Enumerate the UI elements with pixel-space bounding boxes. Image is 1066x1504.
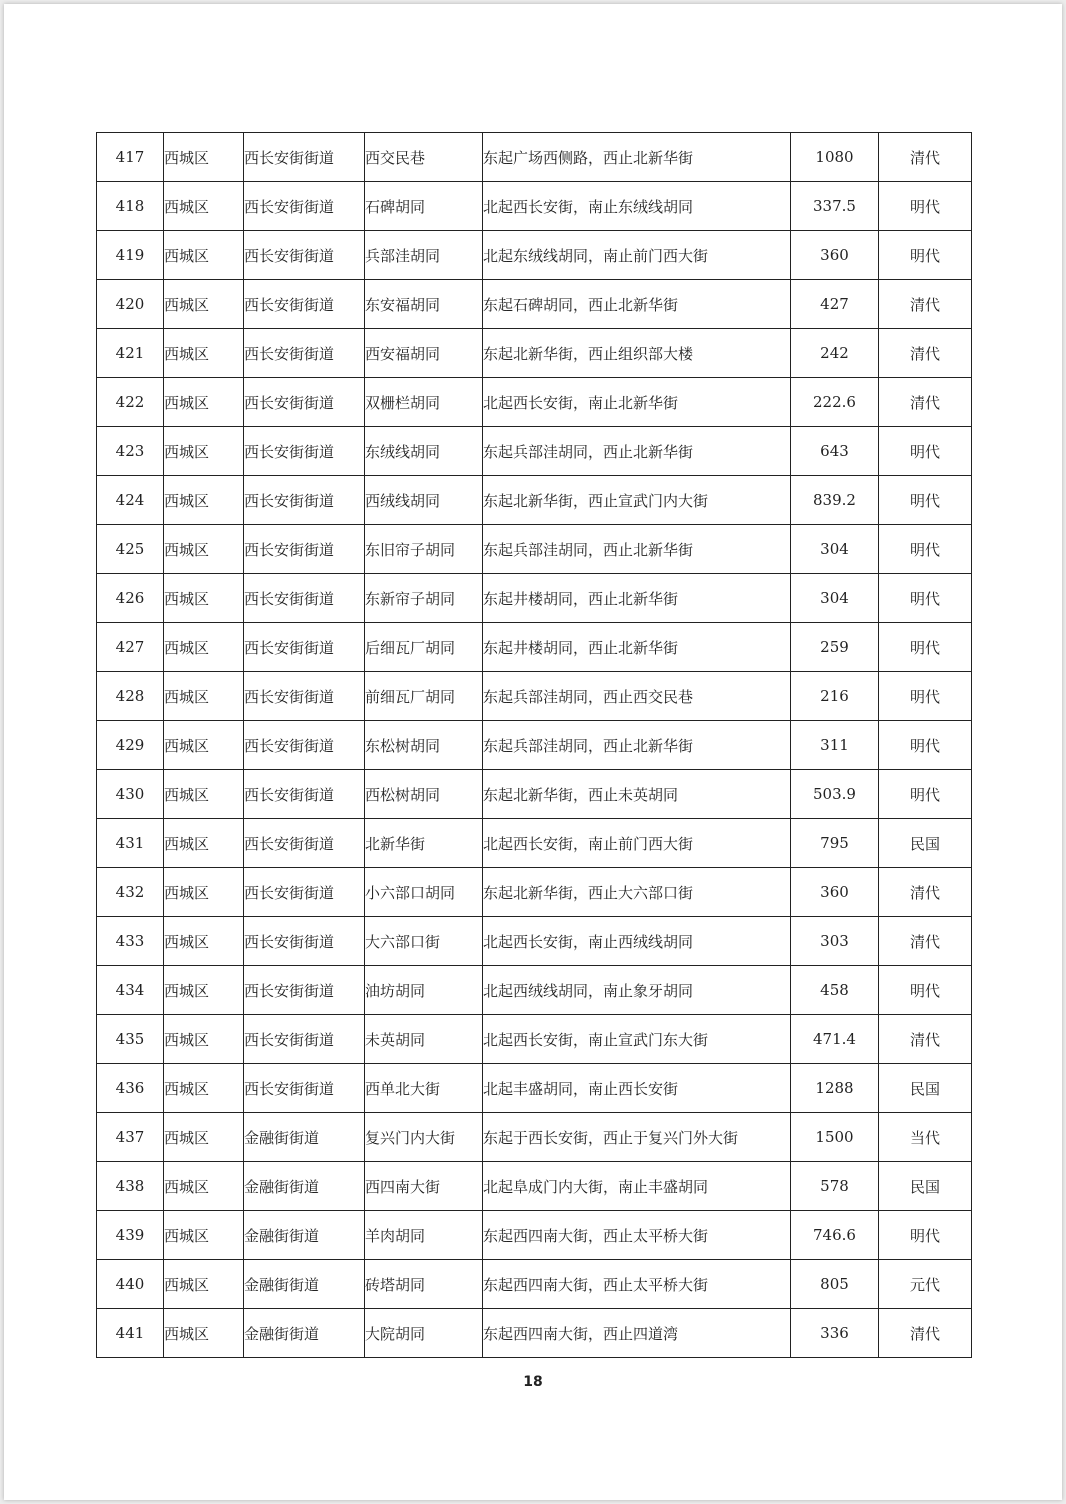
subdistrict-cell: 西长安街街道 [244, 819, 365, 868]
length-cell: 471.4 [791, 1015, 879, 1064]
row-number: 421 [97, 329, 164, 378]
subdistrict-cell: 西长安街街道 [244, 329, 365, 378]
extent-cell: 东起北新华街，西止宣武门内大街 [483, 476, 791, 525]
extent-cell: 北起西长安街，南止西绒线胡同 [483, 917, 791, 966]
extent-cell: 东起兵部洼胡同，西止北新华街 [483, 721, 791, 770]
length-cell: 503.9 [791, 770, 879, 819]
table-row [97, 672, 972, 721]
district-cell: 西城区 [164, 378, 244, 427]
row-number: 430 [97, 770, 164, 819]
extent-cell: 北起阜成门内大街，南止丰盛胡同 [483, 1162, 791, 1211]
subdistrict-cell: 西长安街街道 [244, 623, 365, 672]
street-name-cell: 东新帘子胡同 [365, 574, 483, 623]
length-cell: 304 [791, 525, 879, 574]
street-name-cell: 东旧帘子胡同 [365, 525, 483, 574]
length-cell: 839.2 [791, 476, 879, 525]
district-cell: 西城区 [164, 868, 244, 917]
era-cell: 民国 [879, 1064, 972, 1113]
table-row [97, 1162, 972, 1211]
extent-cell: 北起西绒线胡同，南止象牙胡同 [483, 966, 791, 1015]
table-row [97, 1113, 972, 1162]
row-number: 417 [97, 133, 164, 182]
row-number: 424 [97, 476, 164, 525]
row-number: 428 [97, 672, 164, 721]
table-row [97, 133, 972, 182]
district-cell: 西城区 [164, 721, 244, 770]
table-row [97, 721, 972, 770]
extent-cell: 东起北新华街，西止未英胡同 [483, 770, 791, 819]
street-name-cell: 大院胡同 [365, 1309, 483, 1358]
table-row [97, 868, 972, 917]
table-row [97, 231, 972, 280]
street-name-cell: 东绒线胡同 [365, 427, 483, 476]
row-number: 432 [97, 868, 164, 917]
era-cell: 明代 [879, 721, 972, 770]
extent-cell: 东起井楼胡同，西止北新华街 [483, 574, 791, 623]
table-row [97, 966, 972, 1015]
row-number: 426 [97, 574, 164, 623]
row-number: 419 [97, 231, 164, 280]
extent-cell: 北起西长安街，南止东绒线胡同 [483, 182, 791, 231]
street-name-cell: 西绒线胡同 [365, 476, 483, 525]
district-cell: 西城区 [164, 917, 244, 966]
street-name-cell: 小六部口胡同 [365, 868, 483, 917]
district-cell: 西城区 [164, 1113, 244, 1162]
street-name-cell: 大六部口街 [365, 917, 483, 966]
table-row [97, 819, 972, 868]
era-cell: 民国 [879, 1162, 972, 1211]
subdistrict-cell: 西长安街街道 [244, 1015, 365, 1064]
district-cell: 西城区 [164, 231, 244, 280]
page-number: 18 [523, 1374, 543, 1390]
street-name-cell: 羊肉胡同 [365, 1211, 483, 1260]
table-row [97, 476, 972, 525]
era-cell: 当代 [879, 1113, 972, 1162]
subdistrict-cell: 西长安街街道 [244, 231, 365, 280]
subdistrict-cell: 西长安街街道 [244, 427, 365, 476]
extent-cell: 东起西四南大街，西止四道湾 [483, 1309, 791, 1358]
street-name-cell: 西松树胡同 [365, 770, 483, 819]
row-number: 429 [97, 721, 164, 770]
length-cell: 427 [791, 280, 879, 329]
era-cell: 清代 [879, 1015, 972, 1064]
district-cell: 西城区 [164, 182, 244, 231]
street-name-cell: 前细瓦厂胡同 [365, 672, 483, 721]
district-cell: 西城区 [164, 476, 244, 525]
street-name-cell: 双栅栏胡同 [365, 378, 483, 427]
era-cell: 民国 [879, 819, 972, 868]
row-number: 439 [97, 1211, 164, 1260]
row-number: 441 [97, 1309, 164, 1358]
extent-cell: 东起北新华街，西止组织部大楼 [483, 329, 791, 378]
table-row [97, 1309, 972, 1358]
district-cell: 西城区 [164, 623, 244, 672]
district-cell: 西城区 [164, 672, 244, 721]
subdistrict-cell: 金融街街道 [244, 1211, 365, 1260]
district-cell: 西城区 [164, 574, 244, 623]
era-cell: 元代 [879, 1260, 972, 1309]
street-name-cell: 西四南大街 [365, 1162, 483, 1211]
table-row [97, 182, 972, 231]
extent-cell: 东起井楼胡同，西止北新华街 [483, 623, 791, 672]
district-cell: 西城区 [164, 133, 244, 182]
subdistrict-cell: 金融街街道 [244, 1113, 365, 1162]
district-cell: 西城区 [164, 1211, 244, 1260]
subdistrict-cell: 西长安街街道 [244, 476, 365, 525]
table-row [97, 427, 972, 476]
district-cell: 西城区 [164, 525, 244, 574]
subdistrict-cell: 金融街街道 [244, 1309, 365, 1358]
table-row [97, 1211, 972, 1260]
street-name-cell: 东安福胡同 [365, 280, 483, 329]
row-number: 437 [97, 1113, 164, 1162]
era-cell: 明代 [879, 231, 972, 280]
street-name-cell: 兵部洼胡同 [365, 231, 483, 280]
era-cell: 明代 [879, 1211, 972, 1260]
street-name-cell: 西安福胡同 [365, 329, 483, 378]
subdistrict-cell: 西长安街街道 [244, 1064, 365, 1113]
row-number: 425 [97, 525, 164, 574]
length-cell: 805 [791, 1260, 879, 1309]
district-cell: 西城区 [164, 819, 244, 868]
table-row [97, 1064, 972, 1113]
length-cell: 303 [791, 917, 879, 966]
subdistrict-cell: 西长安街街道 [244, 917, 365, 966]
document-page [4, 4, 1062, 1500]
era-cell: 明代 [879, 672, 972, 721]
extent-cell: 东起兵部洼胡同，西止北新华街 [483, 525, 791, 574]
table-row [97, 280, 972, 329]
street-name-cell: 石碑胡同 [365, 182, 483, 231]
table-row [97, 1260, 972, 1309]
extent-cell: 东起西四南大街，西止太平桥大街 [483, 1211, 791, 1260]
row-number: 435 [97, 1015, 164, 1064]
subdistrict-cell: 金融街街道 [244, 1162, 365, 1211]
street-name-cell: 砖塔胡同 [365, 1260, 483, 1309]
length-cell: 259 [791, 623, 879, 672]
street-name-cell: 东松树胡同 [365, 721, 483, 770]
subdistrict-cell: 西长安街街道 [244, 280, 365, 329]
extent-cell: 北起西长安街，南止北新华街 [483, 378, 791, 427]
subdistrict-cell: 西长安街街道 [244, 721, 365, 770]
street-name-cell: 西交民巷 [365, 133, 483, 182]
subdistrict-cell: 西长安街街道 [244, 378, 365, 427]
length-cell: 746.6 [791, 1211, 879, 1260]
table-row [97, 1015, 972, 1064]
row-number: 423 [97, 427, 164, 476]
street-name-cell: 后细瓦厂胡同 [365, 623, 483, 672]
length-cell: 311 [791, 721, 879, 770]
street-table-body [97, 133, 972, 1358]
extent-cell: 东起北新华街，西止大六部口街 [483, 868, 791, 917]
era-cell: 明代 [879, 574, 972, 623]
era-cell: 明代 [879, 966, 972, 1015]
era-cell: 清代 [879, 868, 972, 917]
street-name-cell: 西单北大街 [365, 1064, 483, 1113]
extent-cell: 东起于西长安街，西止于复兴门外大街 [483, 1113, 791, 1162]
extent-cell: 东起兵部洼胡同，西止西交民巷 [483, 672, 791, 721]
era-cell: 清代 [879, 329, 972, 378]
extent-cell: 北起西长安街，南止前门西大街 [483, 819, 791, 868]
length-cell: 242 [791, 329, 879, 378]
era-cell: 明代 [879, 427, 972, 476]
row-number: 433 [97, 917, 164, 966]
length-cell: 1080 [791, 133, 879, 182]
district-cell: 西城区 [164, 966, 244, 1015]
length-cell: 795 [791, 819, 879, 868]
table-row [97, 574, 972, 623]
row-number: 438 [97, 1162, 164, 1211]
length-cell: 360 [791, 868, 879, 917]
length-cell: 336 [791, 1309, 879, 1358]
subdistrict-cell: 西长安街街道 [244, 133, 365, 182]
district-cell: 西城区 [164, 1015, 244, 1064]
subdistrict-cell: 西长安街街道 [244, 966, 365, 1015]
length-cell: 643 [791, 427, 879, 476]
extent-cell: 北起丰盛胡同，南止西长安街 [483, 1064, 791, 1113]
extent-cell: 北起西长安街，南止宣武门东大街 [483, 1015, 791, 1064]
era-cell: 清代 [879, 280, 972, 329]
district-cell: 西城区 [164, 329, 244, 378]
district-cell: 西城区 [164, 427, 244, 476]
row-number: 420 [97, 280, 164, 329]
row-number: 418 [97, 182, 164, 231]
district-cell: 西城区 [164, 1162, 244, 1211]
street-name-cell: 未英胡同 [365, 1015, 483, 1064]
table-row [97, 770, 972, 819]
length-cell: 360 [791, 231, 879, 280]
street-table [96, 132, 972, 1358]
row-number: 431 [97, 819, 164, 868]
era-cell: 清代 [879, 133, 972, 182]
subdistrict-cell: 西长安街街道 [244, 770, 365, 819]
subdistrict-cell: 西长安街街道 [244, 525, 365, 574]
row-number: 422 [97, 378, 164, 427]
row-number: 434 [97, 966, 164, 1015]
length-cell: 578 [791, 1162, 879, 1211]
era-cell: 明代 [879, 525, 972, 574]
table-row [97, 525, 972, 574]
table-row [97, 329, 972, 378]
length-cell: 1500 [791, 1113, 879, 1162]
district-cell: 西城区 [164, 1309, 244, 1358]
extent-cell: 东起广场西侧路，西止北新华街 [483, 133, 791, 182]
district-cell: 西城区 [164, 1064, 244, 1113]
subdistrict-cell: 金融街街道 [244, 1260, 365, 1309]
era-cell: 明代 [879, 182, 972, 231]
era-cell: 清代 [879, 378, 972, 427]
street-name-cell: 复兴门内大街 [365, 1113, 483, 1162]
length-cell: 304 [791, 574, 879, 623]
table-row [97, 623, 972, 672]
era-cell: 明代 [879, 770, 972, 819]
row-number: 427 [97, 623, 164, 672]
district-cell: 西城区 [164, 770, 244, 819]
length-cell: 458 [791, 966, 879, 1015]
extent-cell: 东起兵部洼胡同，西止北新华街 [483, 427, 791, 476]
length-cell: 337.5 [791, 182, 879, 231]
era-cell: 明代 [879, 623, 972, 672]
row-number: 436 [97, 1064, 164, 1113]
extent-cell: 东起西四南大街，西止太平桥大街 [483, 1260, 791, 1309]
table-row [97, 378, 972, 427]
length-cell: 216 [791, 672, 879, 721]
extent-cell: 东起石碑胡同，西止北新华街 [483, 280, 791, 329]
era-cell: 清代 [879, 1309, 972, 1358]
district-cell: 西城区 [164, 1260, 244, 1309]
street-name-cell: 油坊胡同 [365, 966, 483, 1015]
length-cell: 1288 [791, 1064, 879, 1113]
row-number: 440 [97, 1260, 164, 1309]
subdistrict-cell: 西长安街街道 [244, 868, 365, 917]
district-cell: 西城区 [164, 280, 244, 329]
street-name-cell: 北新华街 [365, 819, 483, 868]
subdistrict-cell: 西长安街街道 [244, 672, 365, 721]
era-cell: 清代 [879, 917, 972, 966]
subdistrict-cell: 西长安街街道 [244, 182, 365, 231]
table-row [97, 917, 972, 966]
era-cell: 明代 [879, 476, 972, 525]
length-cell: 222.6 [791, 378, 879, 427]
subdistrict-cell: 西长安街街道 [244, 574, 365, 623]
extent-cell: 北起东绒线胡同，南止前门西大街 [483, 231, 791, 280]
